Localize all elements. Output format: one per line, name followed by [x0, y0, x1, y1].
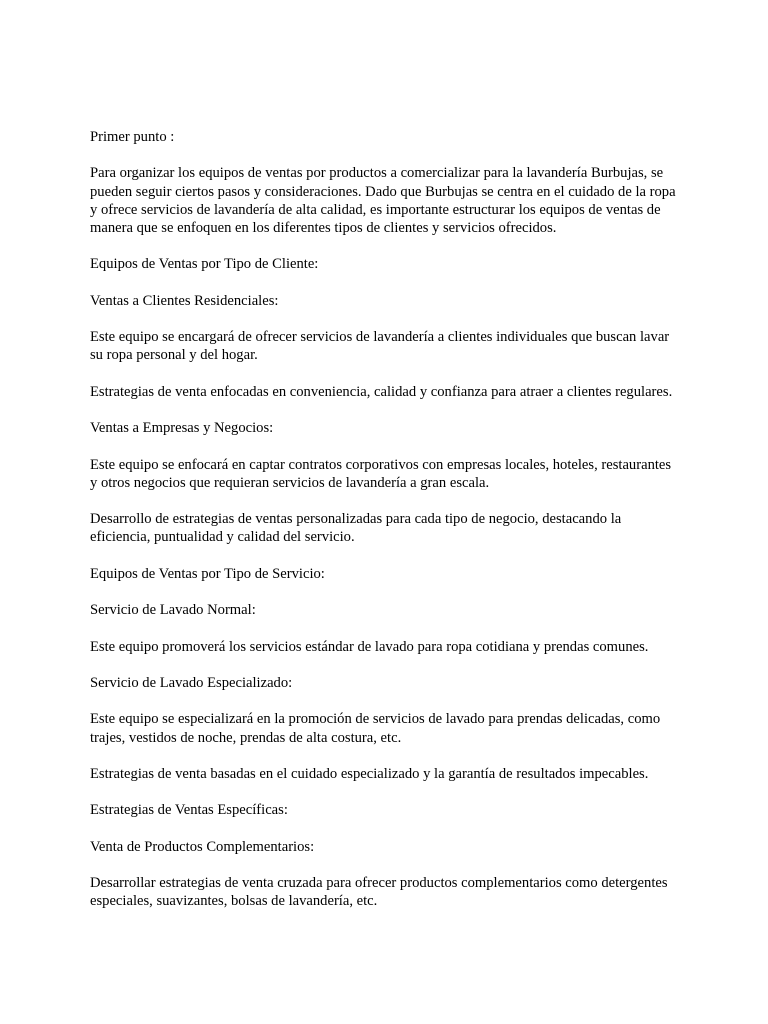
section-heading-estrategias-especificas: Estrategias de Ventas Específicas:: [90, 802, 288, 819]
subheading-empresas-negocios: Ventas a Empresas y Negocios:: [90, 420, 274, 437]
heading-primer-punto: Primer punto :: [90, 129, 175, 145]
paragraph-empresas-estrategias: Desarrollo de estrategias de ventas personalizadas para cada tipo de negocio, destacando la eficiencia, puntualidad y calidad del servicio.: [90, 511, 622, 546]
paragraph-lavado-especializado: Este equipo se especializará en la promoción de servicios de lavado para prendas delicadas, como trajes, vestidos de noche, prendas de alta costura, etc.: [90, 711, 661, 746]
paragraph-productos-complementarios: Desarrollar estrategias de venta cruzada para ofrecer productos complementarios como detergentes especiales, suavizantes, bolsas de lavandería, etc.: [90, 875, 668, 910]
paragraph-empresas-equipo: Este equipo se enfocará en captar contratos corporativos con empresas locales, hoteles, restaurantes y otros negocios que requieran servicios de lavandería a gran escala.: [90, 456, 672, 491]
subheading-lavado-normal: Servicio de Lavado Normal:: [90, 602, 256, 619]
paragraph-lavado-especializado-estrategias: Estrategias de venta basadas en el cuidado especializado y la garantía de resultados impecables.: [90, 765, 649, 782]
paragraph-residenciales-estrategias: Estrategias de venta enfocadas en conveniencia, calidad y confianza para atraer a clientes regulares.: [90, 383, 673, 400]
subheading-clientes-residenciales: Ventas a Clientes Residenciales:: [90, 292, 279, 309]
paragraph-residenciales-equipo: Este equipo se encargará de ofrecer servicios de lavandería a clientes individuales que buscan lavar su ropa personal y del hogar.: [90, 329, 670, 364]
subheading-productos-complementarios: Venta de Productos Complementarios:: [90, 838, 315, 855]
section-heading-tipo-cliente: Equipos de Ventas por Tipo de Cliente:: [90, 256, 319, 273]
paragraph-lavado-normal: Este equipo promoverá los servicios estándar de lavado para ropa cotidiana y prendas comunes.: [90, 638, 649, 655]
intro-paragraph: Para organizar los equipos de ventas por productos a comercializar para la lavandería Burbujas, se pueden seguir ciertos pasos y consideraciones. Dado que Burbujas se centra en el cuidado de la ropa y ofrece servicios de lavandería de alta calidad, es importante estructurar los equipos de ventas de manera que se enfoquen en los diferentes tipos de clientes y servicios ofrecidos.: [90, 165, 676, 236]
subheading-lavado-especializado: Servicio de Lavado Especializado:: [90, 674, 293, 691]
section-heading-tipo-servicio: Equipos de Ventas por Tipo de Servicio:: [90, 565, 325, 582]
document-body: [90, 128, 678, 929]
